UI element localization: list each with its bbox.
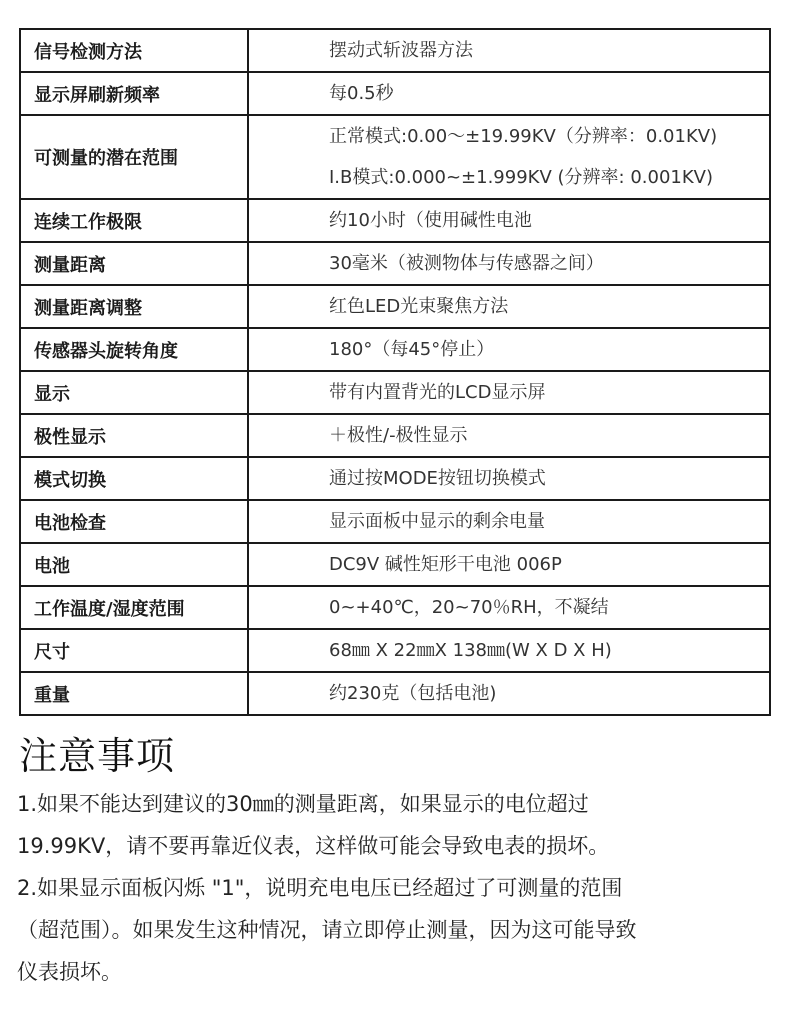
spec-value-line: 每0.5秒 [329,83,394,104]
spec-value [248,199,770,242]
spec-label: 尺寸 [20,629,248,672]
spec-row-battery [20,543,770,586]
spec-value [248,500,770,543]
spec-value-line: 0~+40℃，20~70％RH，不凝结 [329,597,609,618]
spec-label: 极性显示 [20,414,248,457]
spec-row-head-rotation [20,328,770,371]
spec-row-weight [20,672,770,715]
spec-value-line: 180°（每45°停止） [329,339,495,360]
spec-value [248,586,770,629]
spec-row-distance-adjustment [20,285,770,328]
spec-row-signal-detection [20,29,770,72]
spec-row-display [20,371,770,414]
spec-label: 重量 [20,672,248,715]
spec-label: 信号检测方法 [20,29,248,72]
spec-value-line: 正常模式:0.00～±19.99KV（分辨率：0.01KV) [329,126,718,147]
spec-value-line: 通过按MODE按钮切换模式 [329,468,546,489]
spec-value [248,72,770,115]
spec-label: 显示 [20,371,248,414]
spec-value [248,371,770,414]
spec-value-line: 约10小时（使用碱性电池 [329,210,532,231]
spec-label: 测量距离 [20,242,248,285]
spec-value [248,328,770,371]
notes-line: 仪表损坏。 [17,960,122,984]
spec-value-line: 30毫米（被测物体与传感器之间） [329,253,604,274]
notes-body [17,783,777,993]
spec-value [248,629,770,672]
spec-value [248,115,770,199]
spec-value [248,414,770,457]
spec-value-line: 约230克（包括电池) [329,683,497,704]
spec-label: 显示屏刷新频率 [20,72,248,115]
notes-line: 2.如果显示面板闪烁 "1"，说明充电电压已经超过了可测量的范围 [17,876,623,900]
notes-line: 19.99KV，请不要再靠近仪表，这样做可能会导致电表的损坏。 [17,834,610,858]
spec-row-continuous-limit [20,199,770,242]
spec-label: 电池 [20,543,248,586]
spec-value-line: 红色LED光束聚焦方法 [329,296,509,317]
spec-label: 可测量的潜在范围 [20,115,248,199]
spec-value [248,672,770,715]
spec-label: 测量距离调整 [20,285,248,328]
spec-value [248,543,770,586]
spec-label: 传感器头旋转角度 [20,328,248,371]
spec-row-mode-switch [20,457,770,500]
spec-value-line: 68㎜ X 22㎜X 138㎜(W X D X H) [329,640,612,661]
spec-value [248,242,770,285]
spec-value-line: I.B模式:0.000~±1.999KV (分辨率: 0.001KV) [329,167,713,188]
notes-title: 注意事项 [19,734,176,778]
spec-table [19,28,771,716]
spec-row-refresh-rate [20,72,770,115]
spec-value-line: 带有内置背光的LCD显示屏 [329,382,546,403]
notes-line: 1.如果不能达到建议的30㎜的测量距离，如果显示的电位超过 [17,792,589,816]
spec-row-battery-check [20,500,770,543]
spec-label: 电池检查 [20,500,248,543]
spec-row-measuring-distance [20,242,770,285]
spec-value [248,457,770,500]
spec-value [248,29,770,72]
spec-value-line: 摆动式斩波器方法 [329,40,473,61]
spec-label: 模式切换 [20,457,248,500]
spec-row-polarity [20,414,770,457]
spec-row-operating-env [20,586,770,629]
spec-label: 连续工作极限 [20,199,248,242]
spec-value-line: DC9V 碱性矩形干电池 006P [329,554,562,575]
notes-line: （超范围）。如果发生这种情况，请立即停止测量，因为这可能导致 [17,918,637,942]
spec-value [248,285,770,328]
spec-value-line: 显示面板中显示的剩余电量 [329,511,545,532]
spec-row-dimensions [20,629,770,672]
spec-row-measurable-range [20,115,770,199]
spec-value-line: ＋极性/-极性显示 [329,425,468,446]
spec-label: 工作温度/湿度范围 [20,586,248,629]
